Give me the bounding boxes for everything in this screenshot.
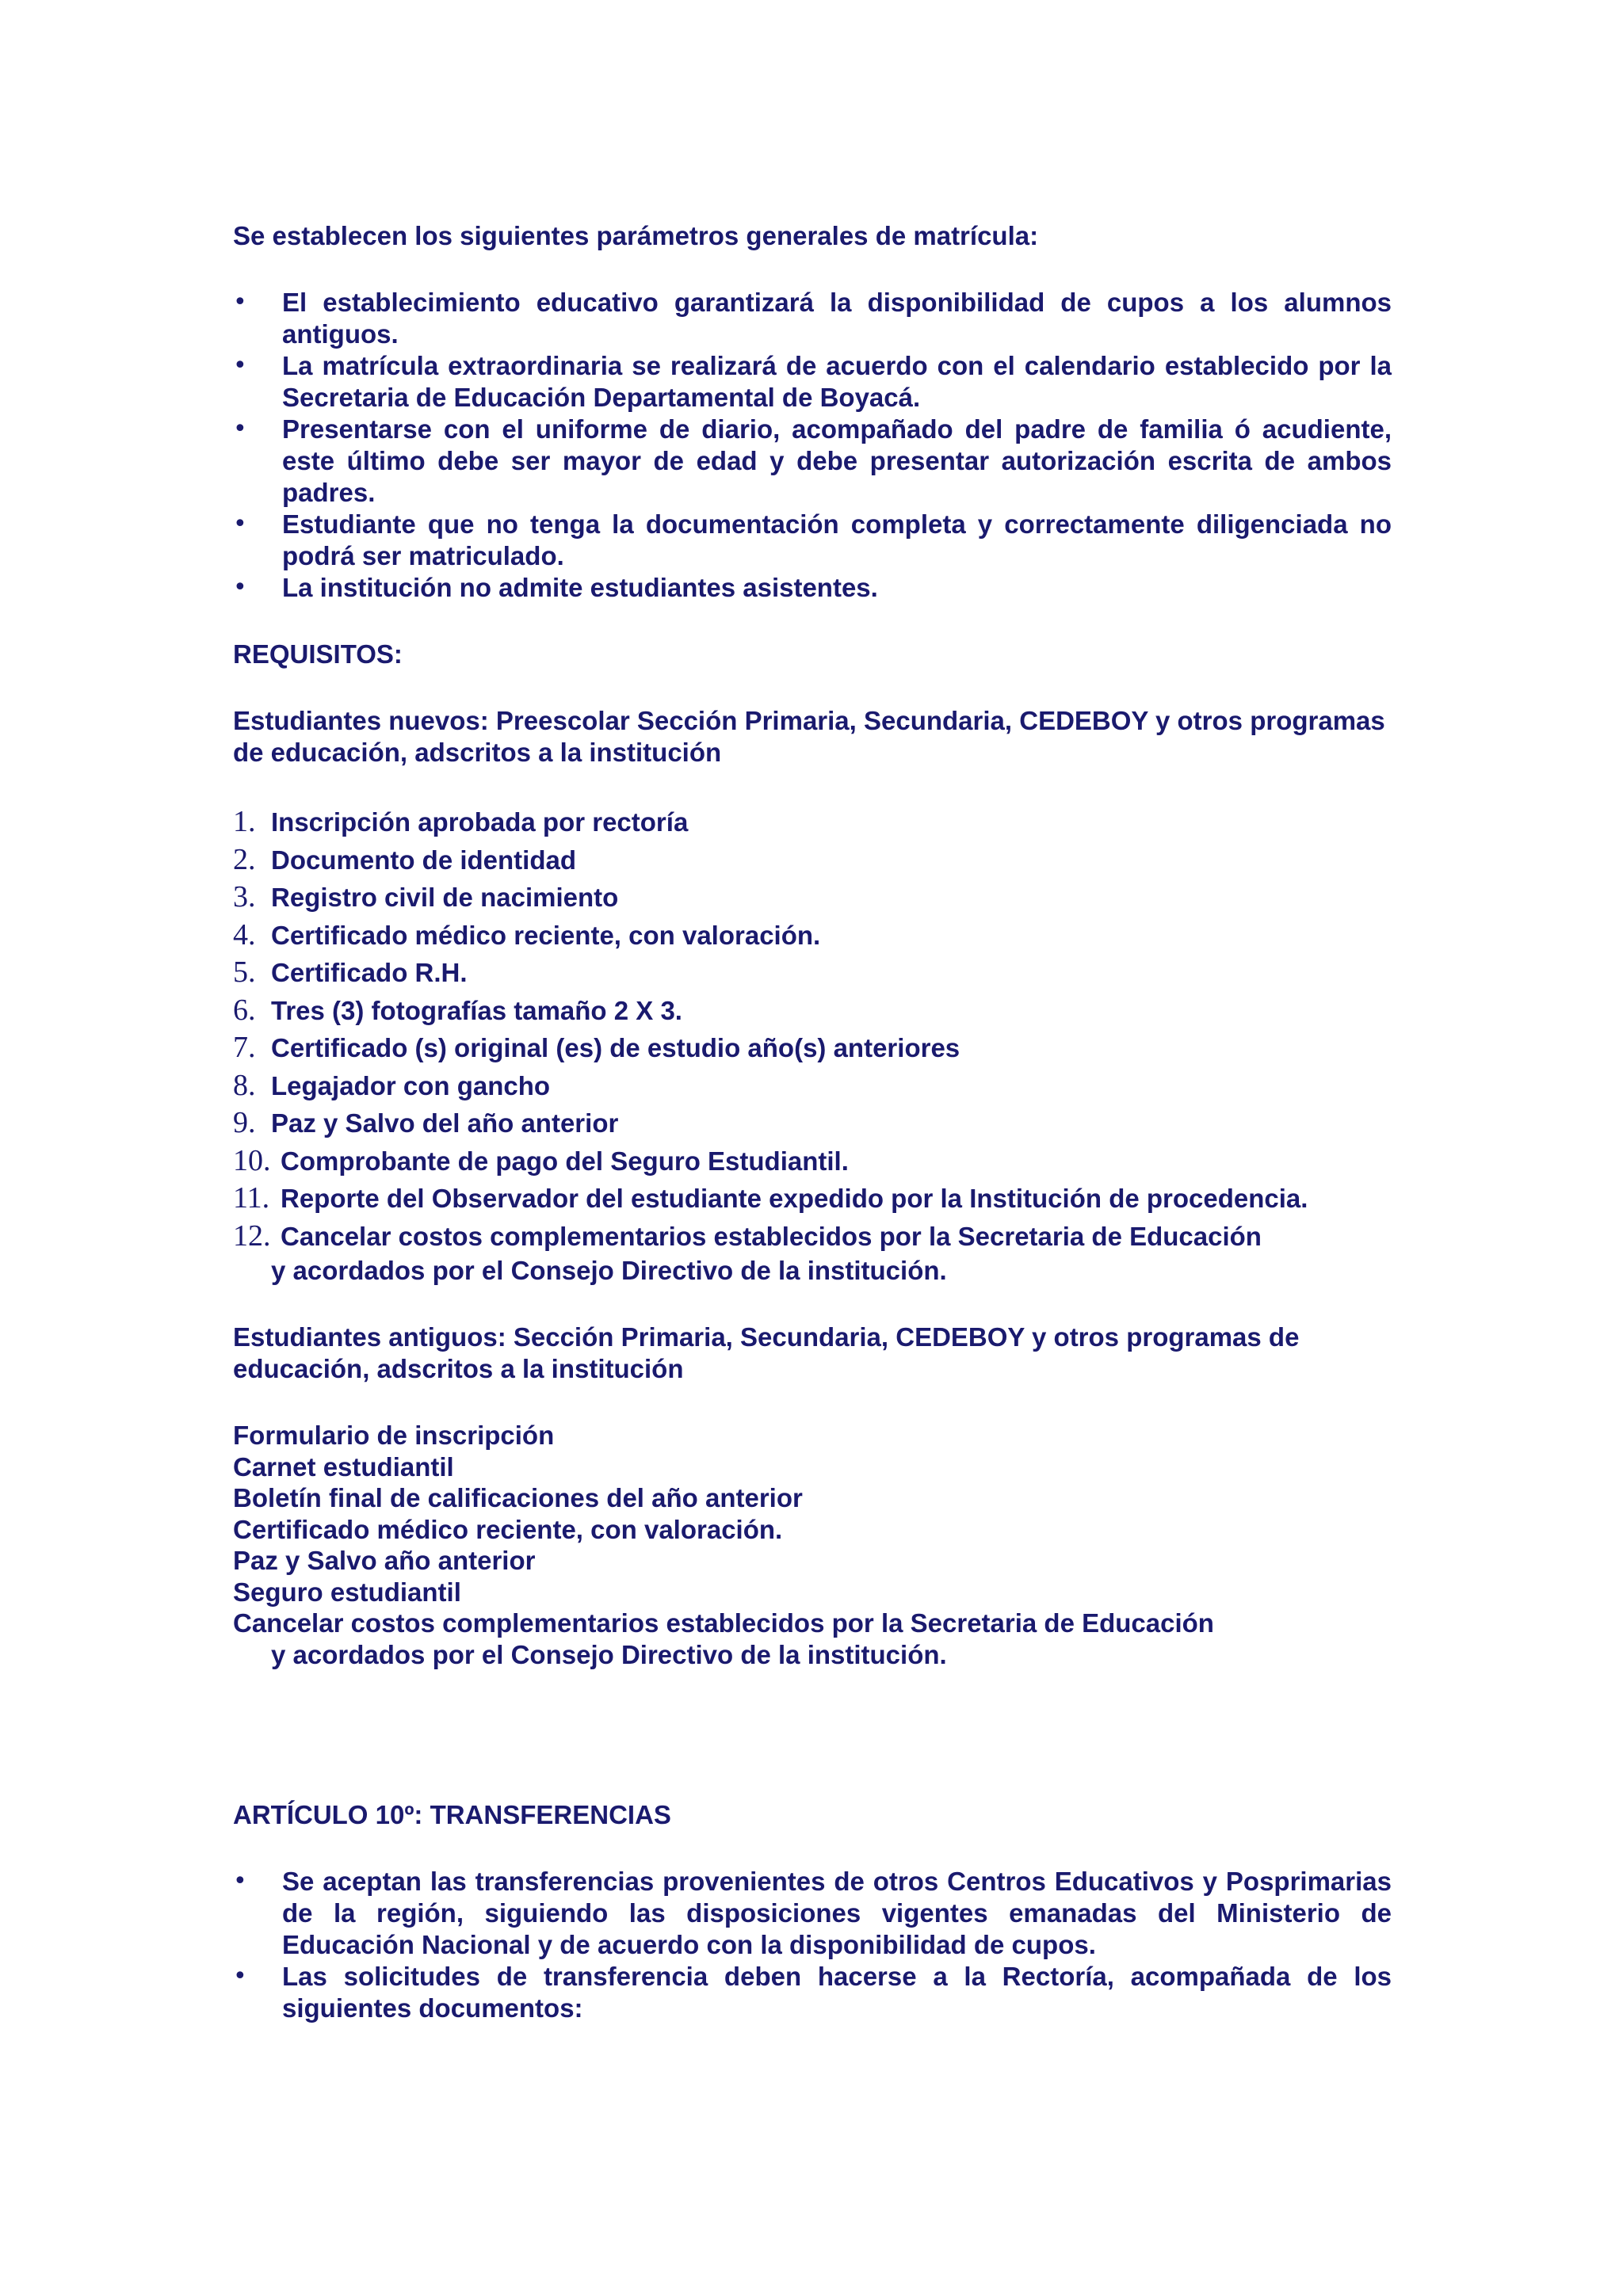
list-item: • Estudiante que no tenga la documentación completa y correctamente diligenciada no podrá ser matriculado. <box>233 509 1392 570</box>
list-item: • La matrícula extraordinaria se realizará de acuerdo con el calendario establecido por la Secretaria de Educación Departamental de Boyacá. <box>233 351 1392 412</box>
list-item-continuation: y acordados por el Consejo Directivo de la institución. <box>271 1639 947 1669</box>
list-item: 10. Comprobante de pago del Seguro Estudiantil. <box>233 1143 849 1177</box>
list-item: Formulario de inscripción <box>233 1421 555 1450</box>
list-item: Boletín final de calificaciones del año anterior <box>233 1483 803 1512</box>
list-item: • El establecimiento educativo garantizará la disponibilidad de cupos a los alumnos antiguos. <box>233 288 1392 349</box>
parametros-list <box>233 287 1392 604</box>
list-item: Seguro estudiantil <box>233 1577 461 1607</box>
list-item-continuation: y acordados por el Consejo Directivo de la institución. <box>271 1256 947 1285</box>
list-item: • Presentarse con el uniforme de diario, acompañado del padre de familia ó acudiente, este último debe ser mayor de edad y debe presentar autorización escrita de ambos padres. <box>233 414 1392 507</box>
list-item: Paz y Salvo año anterior <box>233 1546 536 1575</box>
list-item: 11. Reporte del Observador del estudiante expedido por la Institución de procedencia. <box>233 1181 1308 1215</box>
bullet-icon: • <box>233 1962 247 1990</box>
list-item: 4. Certificado médico reciente, con valoración. <box>233 917 821 952</box>
list-item: • La institución no admite estudiantes asistentes. <box>233 573 878 602</box>
bullet-icon: • <box>233 510 247 538</box>
document-page <box>233 220 1392 2024</box>
list-item: Certificado médico reciente, con valoración. <box>233 1514 783 1544</box>
list-item: 12. Cancelar costos complementarios establecidos por la Secretaria de Educación y acordados por el Consejo Directivo de la institución. <box>233 1218 1392 1287</box>
intro-paragraph: Se establecen los siguientes parámetros generales de matrícula: <box>233 221 1039 250</box>
bullet-icon: • <box>233 1867 247 1895</box>
list-item: Carnet estudiantil <box>233 1451 454 1482</box>
list-item: Cancelar costos complementarios establecidos por la Secretaria de Educación <box>233 1608 1214 1638</box>
bullet-icon: • <box>233 415 247 443</box>
list-item: 5. Certificado R.H. <box>233 955 468 989</box>
list-item: 9. Paz y Salvo del año anterior <box>233 1106 619 1139</box>
nuevos-list <box>233 803 1392 1287</box>
bullet-icon: • <box>233 352 247 379</box>
antiguos-list <box>233 1420 1392 1670</box>
bullet-icon: • <box>233 288 247 316</box>
articulo-heading: ARTÍCULO 10º: TRANSFERENCIAS <box>233 1800 671 1829</box>
list-item: 8. Legajador con gancho <box>233 1068 551 1102</box>
list-item: • Las solicitudes de transferencia deben hacerse a la Rectoría, acompañada de los siguientes documentos: <box>233 1962 1392 2023</box>
list-item: • Se aceptan las transferencias provenientes de otros Centros Educativos y Posprimarias de la región, siguiendo las disposiciones vigentes emanadas del Ministerio de Educación Nacional y de acuerdo con la disponibilidad de cupos. <box>233 1867 1392 1959</box>
list-item: 3. Registro civil de nacimiento <box>233 880 619 913</box>
antiguos-heading: Estudiantes antiguos: Sección Primaria, Secundaria, CEDEBOY y otros programas de educación, adscritos a la institución <box>233 1322 1300 1383</box>
list-item: 6. Tres (3) fotografías tamaño 2 X 3. <box>233 993 682 1027</box>
list-item: 2. Documento de identidad <box>233 842 577 876</box>
transferencias-list <box>233 1866 1392 2024</box>
list-item: 7. Certificado (s) original (es) de estudio año(s) anteriores <box>233 1031 960 1064</box>
list-item: 1. Inscripción aprobada por rectoría <box>233 805 689 838</box>
bullet-icon: • <box>233 574 247 601</box>
nuevos-heading: Estudiantes nuevos: Preescolar Sección Primaria, Secundaria, CEDEBOY y otros programas de educación, adscritos a la institución <box>233 706 1385 767</box>
requisitos-heading: REQUISITOS: <box>233 639 403 669</box>
